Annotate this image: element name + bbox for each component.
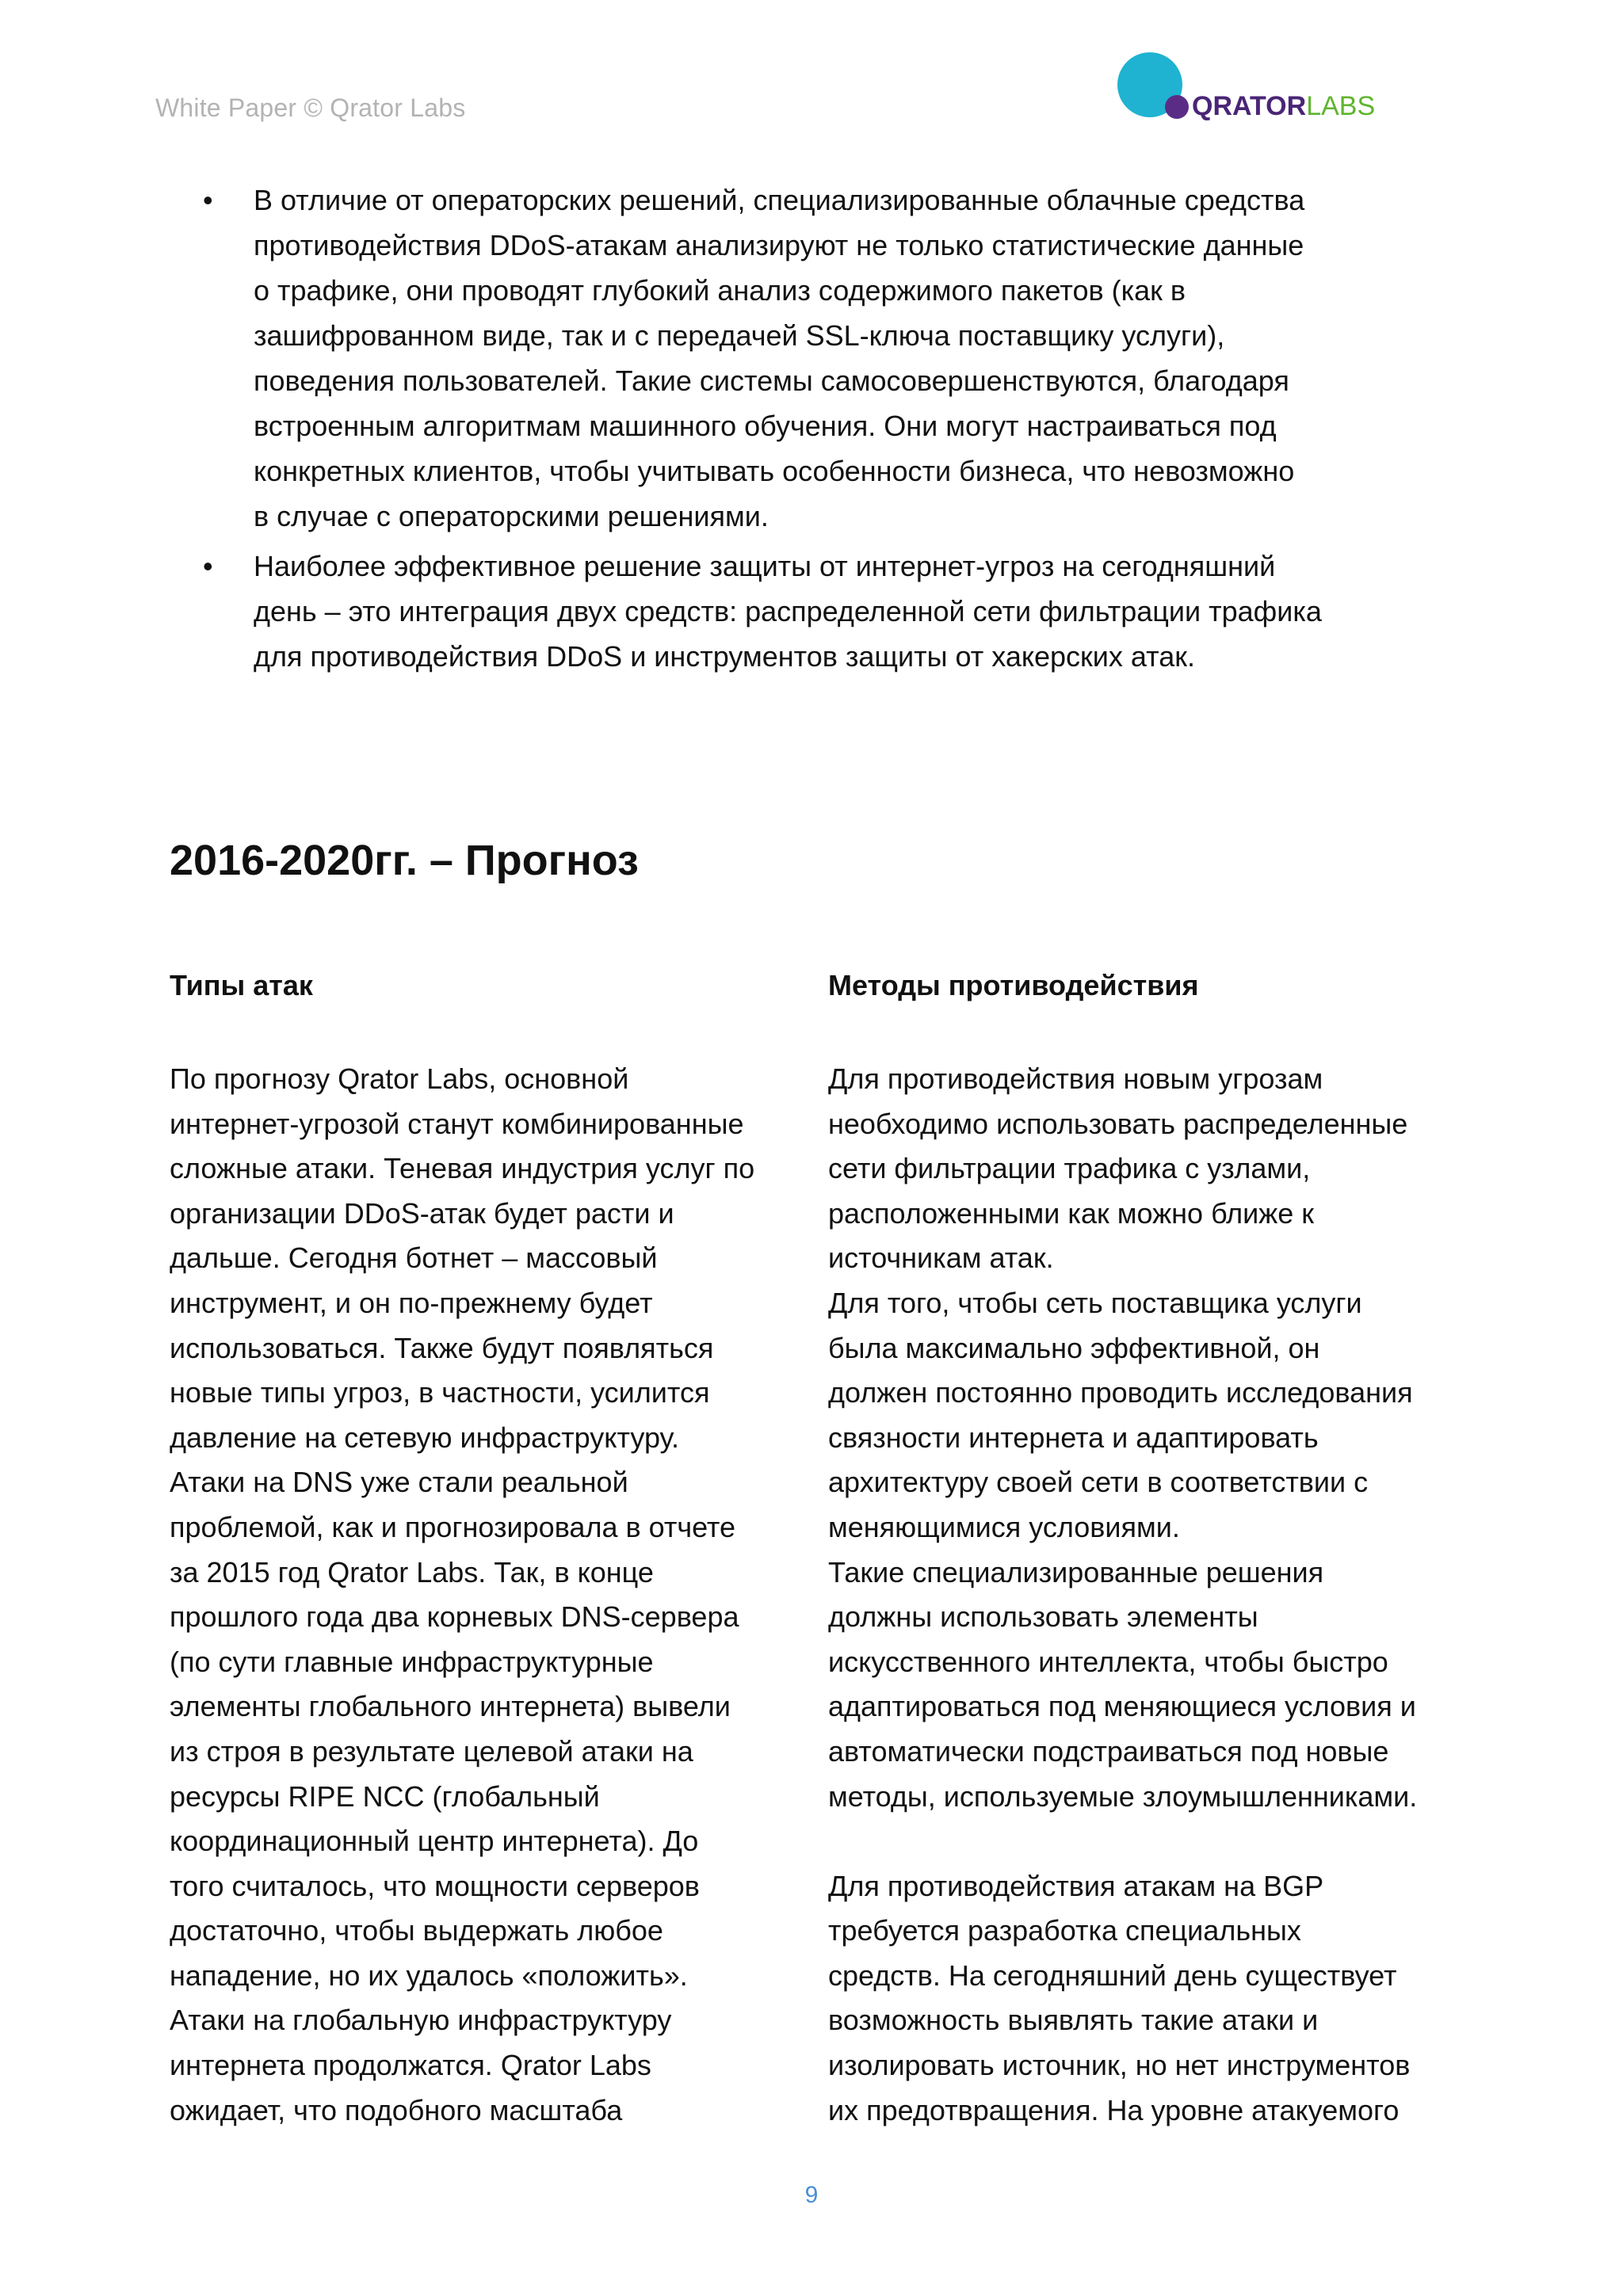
text-line: необходимо использовать распределенные: [828, 1107, 1408, 1140]
text-line: сложные атаки. Теневая индустрия услуг по: [170, 1152, 755, 1185]
text-line: достаточно, чтобы выдержать любое: [170, 1914, 663, 1947]
text-line: ресурсы RIPE NCC (глобальный: [170, 1779, 600, 1813]
left-column-title: Типы атак: [170, 969, 313, 1001]
logo-word-qrator: QRATOR: [1192, 91, 1307, 121]
text-line: связности интернета и адаптировать: [828, 1421, 1319, 1454]
text-line: того считалось, что мощности серверов: [170, 1869, 700, 1902]
text-line: была максимально эффективной, он: [828, 1331, 1320, 1364]
text-line: Для противодействия атакам на BGP: [828, 1869, 1324, 1902]
text-line: интернет-угрозой станут комбинированные: [170, 1107, 744, 1140]
text-line: средств. На сегодняшний день существует: [828, 1958, 1397, 1992]
bullet-line: Наиболее эффективное решение защиты от интернет-угроз на сегодняшний: [254, 550, 1276, 582]
text-line: дальше. Сегодня ботнет – массовый: [170, 1241, 658, 1275]
text-line: организации DDoS-атак будет расти и: [170, 1196, 674, 1230]
text-line: ожидает, что подобного масштаба: [170, 2093, 623, 2126]
text-line: изолировать источник, но нет инструментов: [828, 2049, 1411, 2082]
text-line: Атаки на DNS уже стали реальной: [170, 1466, 628, 1499]
bullet-list: [203, 177, 1439, 684]
right-column-title: Методы противодействия: [828, 969, 1199, 1001]
text-line: Атаки на глобальную инфраструктуру: [170, 2004, 672, 2037]
text-line: должны использовать элементы: [828, 1600, 1258, 1634]
bullet-line: В отличие от операторских решений, специализированные облачные средства: [254, 184, 1305, 216]
text-line: архитектуру своей сети в соответствии с: [828, 1466, 1369, 1499]
text-line: интернета продолжатся. Qrator Labs: [170, 2049, 651, 2082]
text-line: новые типы угроз, в частности, усилится: [170, 1376, 710, 1409]
bullet-line: поведения пользователей. Такие системы самосовершенствуются, благодаря: [254, 364, 1289, 397]
right-column: [828, 967, 1478, 2133]
bullet-line: в случае с операторскими решениями.: [254, 500, 769, 532]
text-line: за 2015 год Qrator Labs. Так, в конце: [170, 1555, 654, 1589]
bullet-line: зашифрованном виде, так и с передачей SSL-ключа поставщику услуги),: [254, 319, 1225, 352]
text-line: искусственного интеллекта, чтобы быстро: [828, 1645, 1388, 1678]
left-column: [170, 967, 812, 2133]
text-line: нападение, но их удалось «положить».: [170, 1958, 688, 1992]
bullet-line: для противодействия DDoS и инструментов защиты от хакерских атак.: [254, 640, 1195, 673]
text-line: методы, используемые злоумышленниками.: [828, 1779, 1418, 1813]
header-title: White Paper © Qrator Labs: [155, 93, 466, 122]
text-line: (по сути главные инфраструктурные: [170, 1645, 654, 1678]
page-number: 9: [804, 2182, 819, 2208]
text-line: должен постоянно проводить исследования: [828, 1376, 1413, 1409]
text-line: адаптироваться под меняющиеся условия и: [828, 1690, 1416, 1723]
section-title: 2016-2020гг. – Прогноз: [170, 837, 639, 884]
bullet-line: противодействия DDoS-атакам анализируют не только статистические данные: [254, 229, 1304, 261]
logo-dot-icon: [1165, 95, 1189, 119]
text-line: давление на сетевую инфраструктуру.: [170, 1421, 679, 1454]
text-line: прошлого года два корневых DNS-сервера: [170, 1600, 739, 1634]
text-line: По прогнозу Qrator Labs, основной: [170, 1062, 629, 1095]
text-line: их предотвращения. На уровне атакуемого: [828, 2093, 1400, 2126]
bullet-line: встроенным алгоритмам машинного обучения. Они могут настраиваться под: [254, 410, 1277, 442]
logo-word-labs: LABS: [1306, 91, 1376, 121]
bullet-line: день – это интеграция двух средств: распределенной сети фильтрации трафика: [254, 595, 1322, 627]
bullet-line: о трафике, они проводят глубокий анализ содержимого пакетов (как в: [254, 274, 1186, 307]
text-line: сети фильтрации трафика с узлами,: [828, 1152, 1311, 1185]
text-line: координационный центр интернета). До: [170, 1825, 699, 1858]
text-line: источникам атак.: [828, 1241, 1054, 1275]
text-line: элементы глобального интернета) вывели: [170, 1690, 731, 1723]
text-line: требуется разработка специальных: [828, 1914, 1301, 1947]
text-line: автоматически подстраиваться под новые: [828, 1734, 1389, 1768]
bullet-item-1: [203, 177, 1439, 539]
bullet-icon: •: [203, 184, 213, 216]
bullet-line: конкретных клиентов, чтобы учитывать особенности бизнеса, что невозможно: [254, 455, 1295, 487]
text-line: использоваться. Также будут появляться: [170, 1331, 714, 1364]
text-line: Для того, чтобы сеть поставщика услуги: [828, 1286, 1362, 1319]
bullet-item-2: [203, 543, 1439, 679]
text-line: инструмент, и он по-прежнему будет: [170, 1286, 653, 1319]
paragraph-gap: [828, 1819, 1478, 1864]
bullet-icon: •: [203, 550, 213, 582]
logo-wordmark: [1192, 92, 1375, 120]
left-column-text: [170, 1057, 812, 2133]
text-line: проблемой, как и прогнозировала в отчете: [170, 1510, 736, 1543]
text-line: возможность выявлять такие атаки и: [828, 2004, 1319, 2037]
right-column-text: [828, 1057, 1478, 2133]
text-line: Такие специализированные решения: [828, 1555, 1324, 1589]
text-line: Для противодействия новым угрозам: [828, 1062, 1323, 1095]
text-line: расположенными как можно ближе к: [828, 1196, 1315, 1230]
qrator-labs-logo: [1117, 52, 1403, 128]
text-line: меняющимися условиями.: [828, 1510, 1180, 1543]
text-line: из строя в результате целевой атаки на: [170, 1734, 693, 1768]
